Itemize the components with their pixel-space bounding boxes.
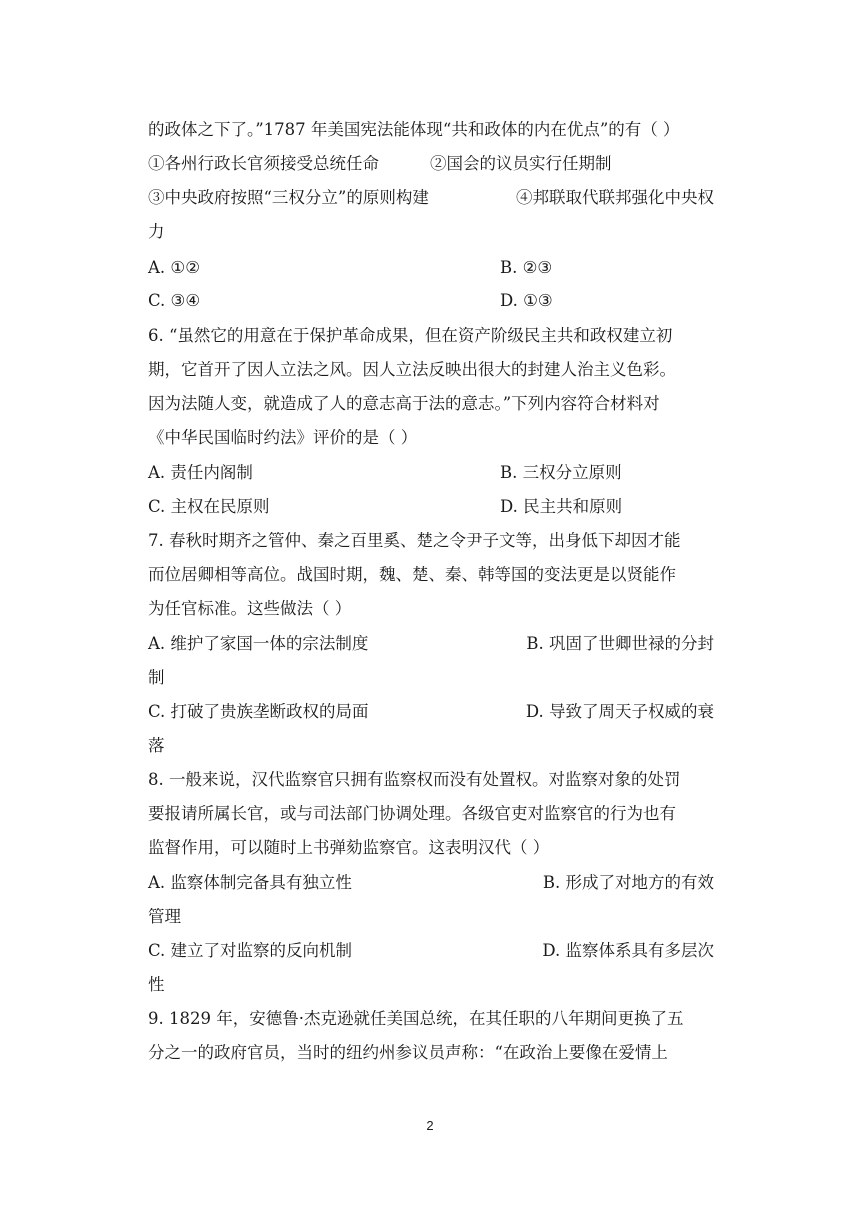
q9-line-1: 9. 1829 年，安德鲁·杰克逊就任美国总统，在其任职的八年期间更换了五 bbox=[148, 1009, 684, 1028]
q7-option-d-wrap: 落 bbox=[148, 736, 165, 755]
q5-item-4-wrap: 力 bbox=[148, 222, 165, 241]
q5-item-3: ③中央政府按照“三权分立”的原则构建 bbox=[148, 188, 429, 207]
q8-option-b-wrap: 管理 bbox=[148, 907, 181, 926]
q6-line-4: 《中华民国临时约法》评价的是（ ） bbox=[148, 428, 418, 447]
q6-option-b: B. 三权分立原则 bbox=[500, 463, 622, 482]
q7-line-1: 7. 春秋时期齐之管仲、秦之百里奚、楚之令尹子文等，出身低下却因才能 bbox=[148, 531, 681, 550]
q8-option-c: C. 建立了对监察的反向机制 bbox=[148, 941, 353, 960]
q7-options-cd bbox=[148, 701, 714, 723]
q5-option-a: A. ①② bbox=[148, 258, 200, 277]
q5-item-4: ④邦联取代联邦强化中央权 bbox=[516, 188, 714, 207]
q8-options-ab bbox=[148, 872, 714, 894]
q5-option-d: D. ①③ bbox=[500, 291, 553, 310]
q8-options-cd bbox=[148, 940, 714, 962]
q8-option-a: A. 监察体制完备具有独立性 bbox=[148, 873, 352, 892]
q8-option-d: D. 监察体系具有多层次 bbox=[542, 941, 714, 960]
q6-line-2: 期，它首开了因人立法之风。因人立法反映出很大的封建人治主义色彩。 bbox=[148, 360, 676, 379]
q8-line-2: 要报请所属长官，或与司法部门协调处理。各级官吏对监察官的行为也有 bbox=[148, 804, 676, 823]
q8-option-b: B. 形成了对地方的有效 bbox=[542, 873, 714, 892]
q9-line-2: 分之一的政府官员，当时的纽约州参议员声称：“在政治上要像在爱情上 bbox=[148, 1043, 668, 1062]
q5-item-2: ②国会的议员实行任期制 bbox=[430, 154, 612, 173]
q7-option-b: B. 巩固了世卿世禄的分封 bbox=[526, 634, 714, 653]
q5-items-1-2 bbox=[148, 153, 714, 175]
q7-option-d: D. 导致了周天子权威的衰 bbox=[525, 702, 714, 721]
q8-option-d-wrap: 性 bbox=[148, 975, 165, 994]
q7-option-c: C. 打破了贵族垄断政权的局面 bbox=[148, 702, 369, 721]
q6-option-d: D. 民主共和原则 bbox=[500, 497, 623, 516]
q7-line-3: 为任官标准。这些做法（ ） bbox=[148, 599, 352, 618]
q6-line-3: 因为法随人变，就造成了人的意志高于法的意志。”下列内容符合材料对 bbox=[148, 394, 660, 413]
q5-options-ab bbox=[148, 257, 714, 279]
q7-line-2: 而位居卿相等高位。战国时期，魏、楚、秦、韩等国的变法更是以贤能作 bbox=[148, 565, 676, 584]
q5-options-cd bbox=[148, 290, 714, 312]
q7-option-b-wrap: 制 bbox=[148, 668, 165, 687]
q8-line-3: 监督作用，可以随时上书弹劾监察官。这表明汉代（ ） bbox=[148, 838, 550, 857]
q6-option-a: A. 责任内阁制 bbox=[148, 463, 253, 482]
q7-option-a: A. 维护了家国一体的宗法制度 bbox=[148, 634, 369, 653]
q5-stem-end: 的政体之下了。”1787 年美国宪法能体现“共和政体的内在优点”的有（ ） bbox=[148, 120, 680, 139]
q6-options-ab bbox=[148, 462, 714, 484]
q6-option-c: C. 主权在民原则 bbox=[148, 497, 270, 516]
q5-option-c: C. ③④ bbox=[148, 291, 201, 310]
q5-items-3-4 bbox=[148, 187, 714, 209]
q7-options-ab bbox=[148, 633, 714, 655]
q5-option-b: B. ②③ bbox=[500, 258, 553, 277]
page-number: 2 bbox=[426, 1118, 434, 1133]
q6-line-1: 6. “虽然它的用意在于保护革命成果，但在资产阶级民主共和政权建立初 bbox=[148, 326, 673, 345]
q5-item-1: ①各州行政长官须接受总统任命 bbox=[148, 154, 379, 173]
q6-options-cd bbox=[148, 496, 714, 518]
q8-line-1: 8. 一般来说，汉代监察官只拥有监察权而没有处置权。对监察对象的处罚 bbox=[148, 770, 681, 789]
